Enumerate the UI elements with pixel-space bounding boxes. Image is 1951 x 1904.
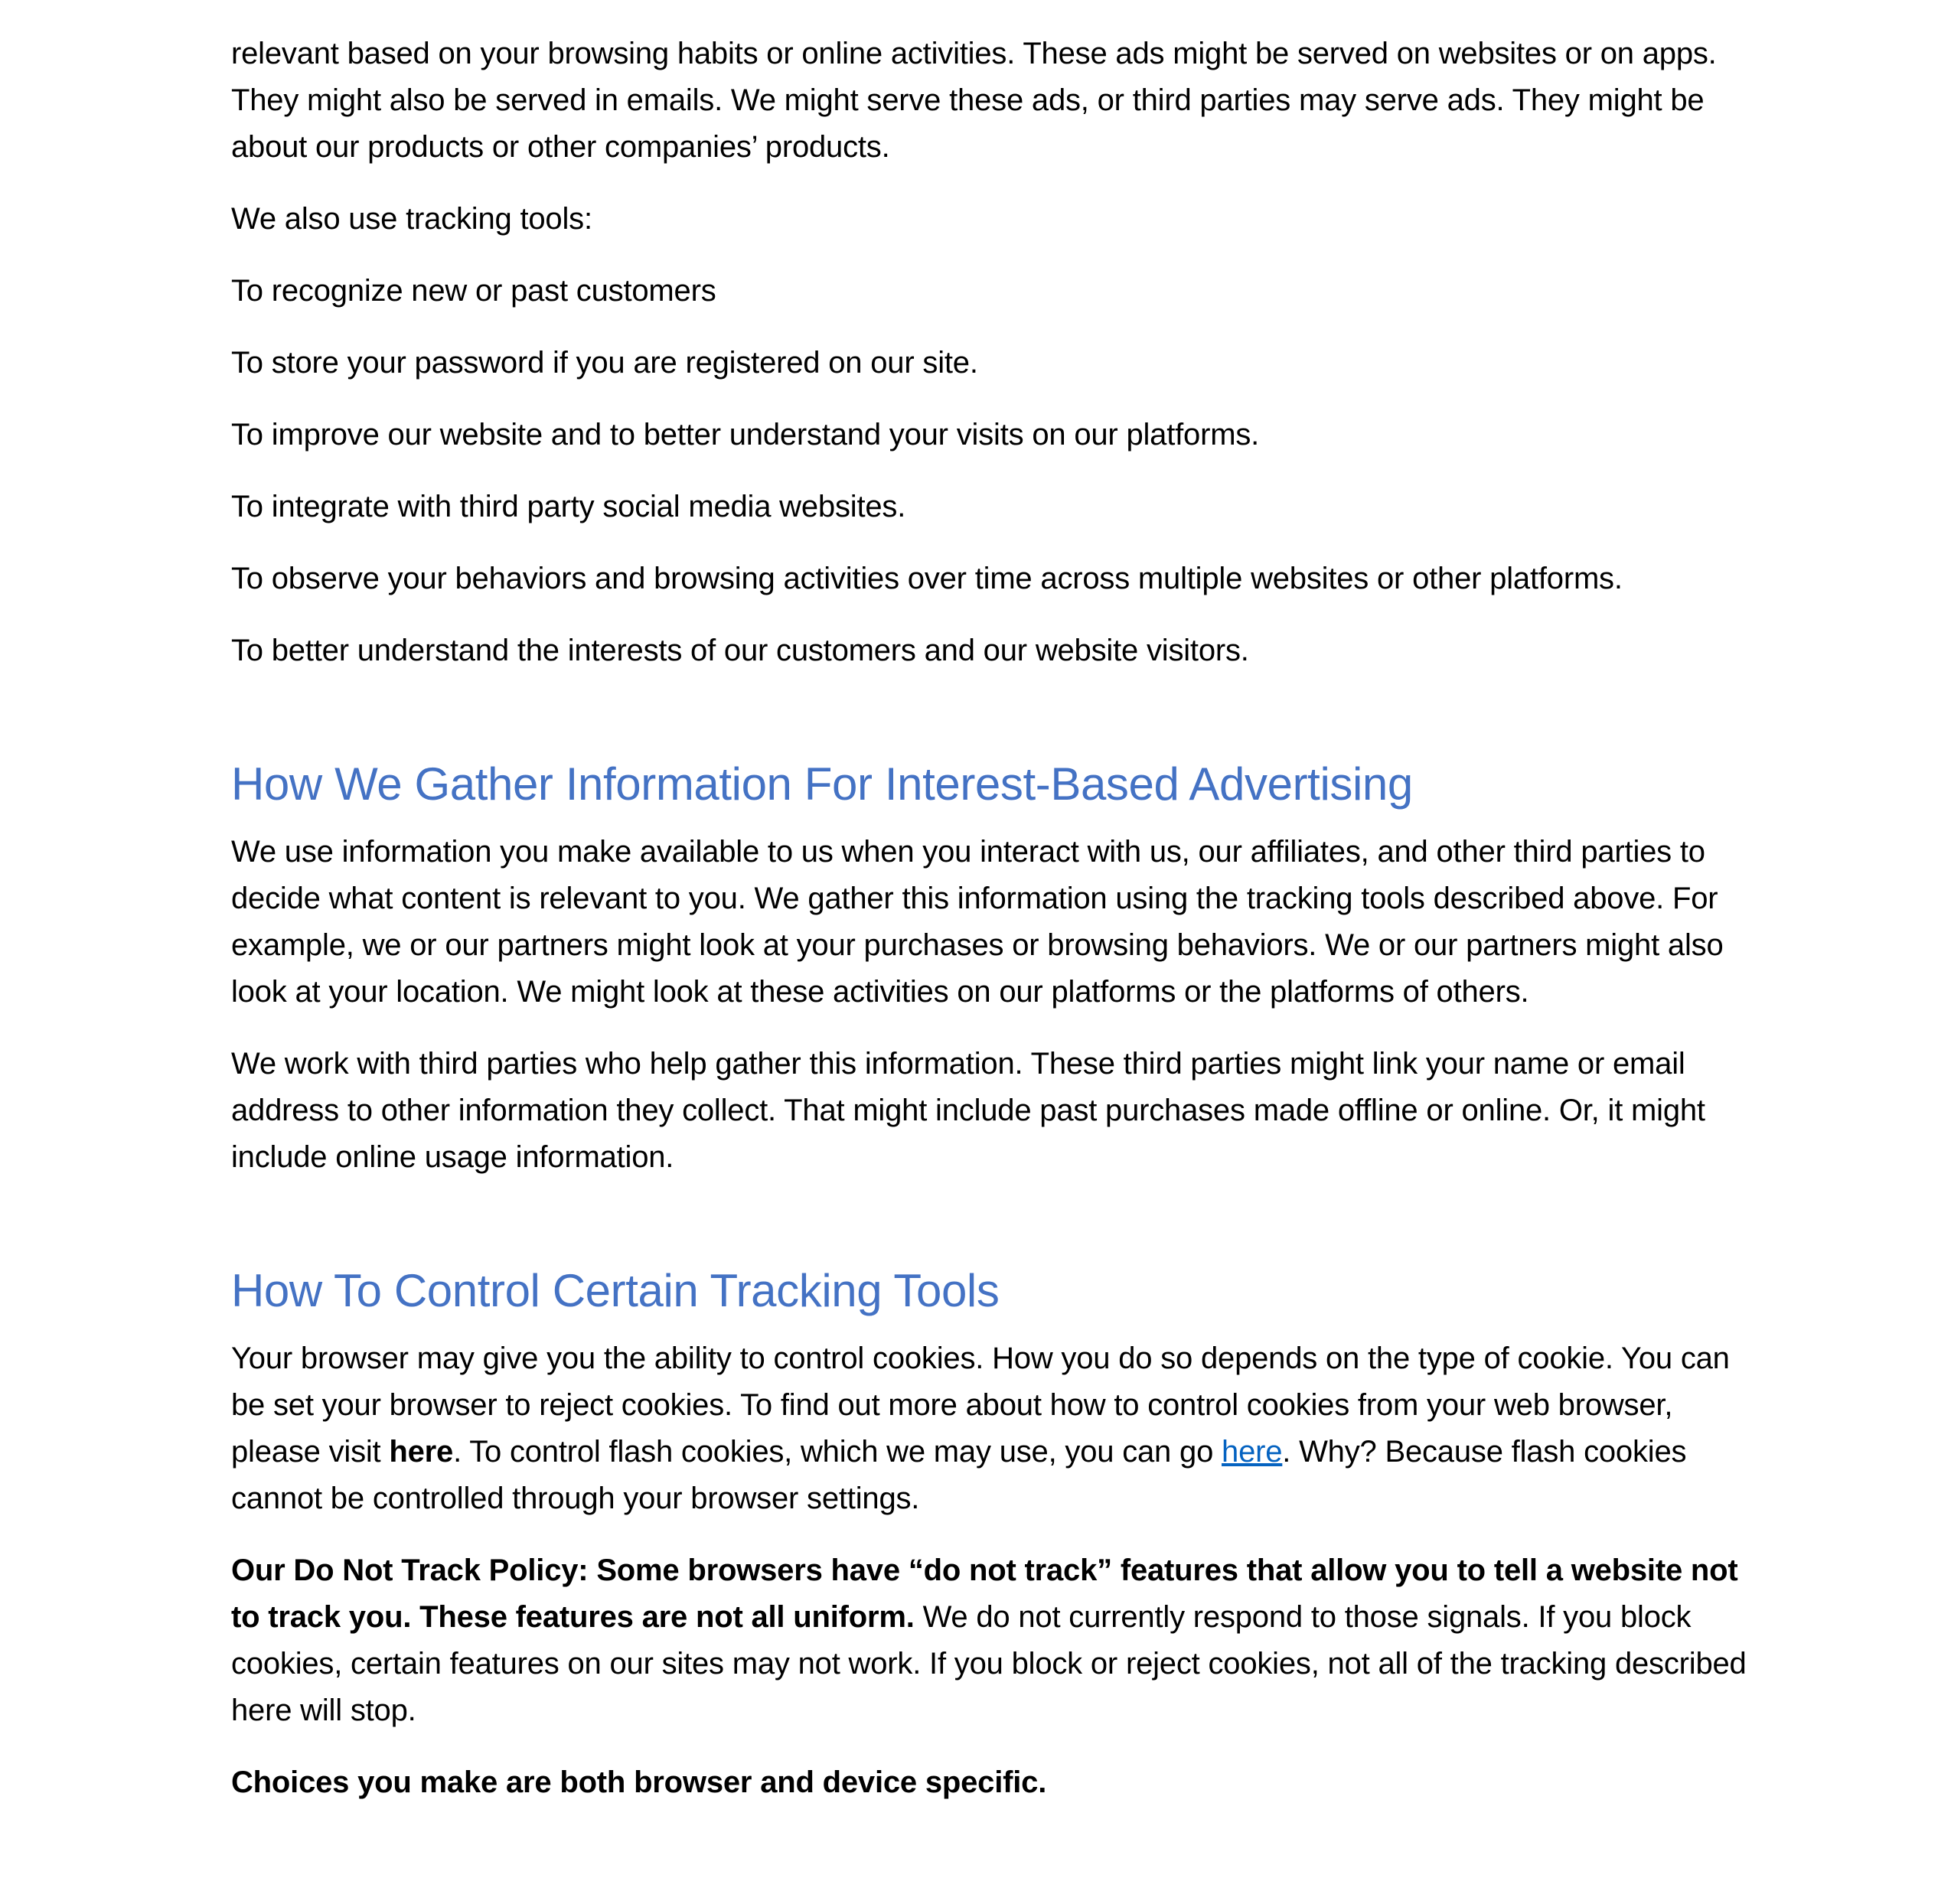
- bold-here-text: here: [389, 1435, 454, 1469]
- tracking-tool-item: To recognize new or past customers: [231, 274, 716, 308]
- control-text-b: . To control flash cookies, which we may use, you can go: [453, 1435, 1222, 1469]
- do-not-track-rest: We do not currently respond to those signals. If you block cookies, certain features on our sites may not work. If you block or reject cookies, not all of the tracking described here will stop.: [231, 1600, 1747, 1727]
- tracking-tool-item: To better understand the interests of our customers and our website visitors.: [231, 634, 1249, 667]
- choices-paragraph: [231, 1759, 1770, 1806]
- do-not-track-bold: Our Do Not Track Policy: Some browsers have “do not track” features that allow you to tell a website not to track you. These features are not all uniform.: [231, 1554, 1738, 1634]
- flash-cookies-here-link[interactable]: here: [1222, 1435, 1283, 1469]
- gather-paragraph-1: We use information you make available to us when you interact with us, our affiliates, and other third parties to decide what content is relevant to you. We gather this information using the tracking tools described above. For example, we or our partners might look at your purchases or browsing behaviors. We or our partners might also look at your location. We might look at these activities on our platforms or the platforms of others.: [231, 835, 1724, 1009]
- tracking-tool-item: To improve our website and to better understand your visits on our platforms.: [231, 418, 1260, 452]
- document-page: [231, 31, 1770, 1831]
- tracking-tool-item: To store your password if you are registered on our site.: [231, 346, 978, 380]
- gather-paragraph-2: We work with third parties who help gather this information. These third parties might link your name or email address to other information they collect. That might include past purchases made offline or online. Or, it might include online usage information.: [231, 1047, 1705, 1174]
- gather-information-heading: How We Gather Information For Interest-Based Advertising: [231, 758, 1413, 810]
- intro-continuation-paragraph: relevant based on your browsing habits or online activities. These ads might be served on websites or on apps. They might also be served in emails. We might serve these ads, or third parties may serve ads. They might be about our products or other companies’ products.: [231, 37, 1717, 164]
- tracking-tools-lead: We also use tracking tools:: [231, 202, 592, 236]
- choices-bold: Choices you make are both browser and device specific.: [231, 1765, 1047, 1799]
- control-tracking-heading: How To Control Certain Tracking Tools: [231, 1265, 1000, 1316]
- control-cookies-paragraph: [231, 1335, 1770, 1522]
- control-text-c: . Why? Because flash cookies cannot be controlled through your browser settings.: [231, 1435, 1687, 1515]
- tracking-tool-item: To observe your behaviors and browsing activities over time across multiple websites or other platforms.: [231, 562, 1623, 595]
- control-text-a: Your browser may give you the ability to control cookies. How you do so depends on the type of cookie. You can be set your browser to reject cookies. To find out more about how to control cookies from your web browser, please visit: [231, 1342, 1730, 1469]
- do-not-track-paragraph: [231, 1547, 1770, 1734]
- tracking-tool-item: To integrate with third party social media websites.: [231, 490, 906, 523]
